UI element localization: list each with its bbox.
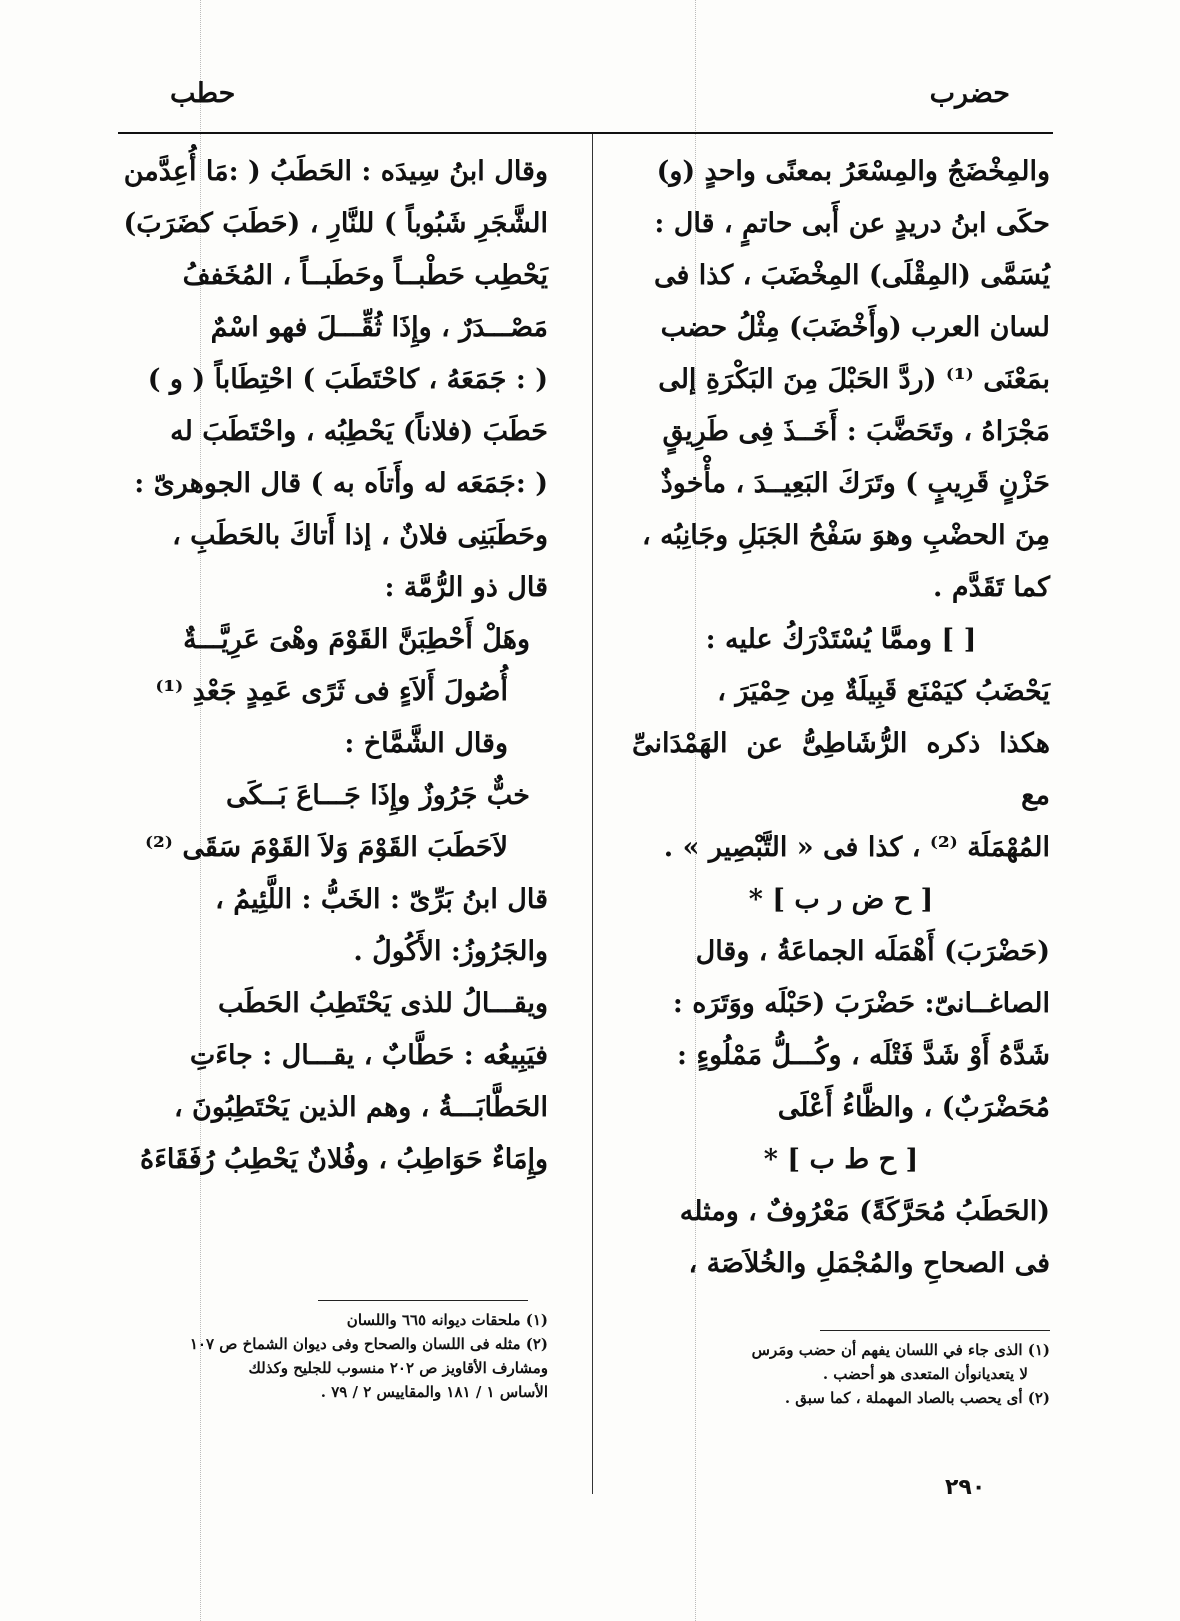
text-line: والمِخْضَجُ والمِسْعَرُ بمعنًى واحدٍ (و) [656, 156, 1050, 187]
text-line: يُسَمَّى (المِقْلَى) المِخْضَبَ ، كذا فى [653, 260, 1050, 291]
footnote: ومشارف الأقاويز ص ٢٠٢ منسوب للجليح وكذلك [248, 1359, 548, 1377]
text-line: مَجْرَاهُ ، وتَحَضَّبَ : أَخَــذَ فِى طَرِيقٍ [662, 416, 1050, 447]
text-line: شَدَّهُ أَوْ شَدَّ فَتْلَه ، وكُـــلُّ مَمْلُوءٍ : [677, 1040, 1050, 1071]
footnote: (١) الذى جاء في اللسان يفهم أن حضب ومَرس [751, 1341, 1050, 1359]
text-line: ( :جَمَعَه له وأَتاَه به ) قال الجوهرىّ : [134, 468, 548, 499]
footnote: الأساس ١ / ١٨١ والمقاييس ٢ / ٧٩ . [320, 1383, 548, 1401]
mustadrak-line: [ ] وممَّا يُسْتَدْرَكُ عليه : [705, 624, 977, 655]
verse-line: وهَلْ أَحْطِبَنَّ القَوْمَ وهْىَ عَرِيَّـــةٌ [183, 624, 530, 655]
column-separator [592, 134, 593, 1494]
footnote: (١) ملحقات ديوانه ٦٦٥ واللسان [346, 1311, 548, 1329]
text-line: يَحْطِب حَطْبــاً وحَطَبــاً ، المُخَففُ [182, 260, 548, 291]
footnote: لا يتعديانوأن المتعدى هو أحضب . [822, 1365, 1028, 1383]
text-line: فى الصحاحِ والمُجْمَلِ والخُلاَصَة ، [688, 1248, 1050, 1279]
text-line: مِنَ الحضْبِ وهوَ سَفْحُ الجَبَلِ وجَانِبُه ، [642, 520, 1050, 551]
verse-line: أُصُولَ أَلاَءٍ فى ثَرًى عَمِدٍ جَعْدِ ⁽¹⁾ [155, 676, 508, 707]
verse-line: خبٌّ جَرُوزٌ وإِذَا جَـــاعَ بَــكَى [225, 780, 530, 811]
text-line: لسان العرب (وأَخْضَبَ) مِثْلُ حضب [660, 312, 1050, 343]
text-line: حَزْنٍ قَرِيبٍ ) وتَرَكَ البَعِيــدَ ، مأْخوذٌ [660, 468, 1050, 499]
footnote: (٢) أى يحصب بالصاد المهملة ، كما سبق . [784, 1389, 1050, 1407]
text-line: وقال الشَّمَّاخ : [344, 728, 508, 759]
text-line: قال ذو الرُّمَّة : [384, 572, 548, 603]
left-column [108, 146, 548, 1186]
text-line: وإِمَاءٌ حَوَاطِبُ ، وفُلانٌ يَحْطِبُ رُفَقَاءَهُ [140, 1144, 548, 1175]
text-line: وحَطَبَنِى فلانٌ ، إذا أَتاكَ بالحَطَبِ ، [172, 520, 548, 551]
text-line: (الحَطَبُ مُحَرَّكَةً) مَعْرُوفٌ ، ومثله [679, 1196, 1050, 1227]
text-line: فيَبِيعُه : حَطَّابٌ ، يقـــال : جاءَتِ [189, 1040, 548, 1071]
text-line: ( : جَمَعَهُ ، كاحْتَطَبَ ) احْتِطَاباً ( و ) [147, 364, 548, 395]
text-line: الحَطَّابَـــةُ ، وهم الذين يَحْتَطِبُونَ ، [173, 1092, 548, 1123]
text-line: بمَعْنَى ⁽¹⁾ (ردَّ الحَبْلَ مِنَ البَكْرَةِ إلى [658, 364, 1050, 395]
text-line: (حَضْرَبَ) أَهْمَلَه الجماعَةُ ، وقال [695, 936, 1050, 967]
header-rule [118, 132, 1053, 134]
text-line: حكَى ابنُ دريدٍ عن أَبى حاتمٍ ، قال : [654, 208, 1050, 239]
page-number: ٢٩٠ [945, 1475, 986, 1500]
right-footnotes [610, 1338, 1050, 1410]
footnote-rule [820, 1330, 1050, 1331]
footnote: (٢) مثله فى اللسان والصحاح وفى ديوان الشماخ ص ١٠٧ [189, 1335, 548, 1353]
text-line: مُحَضْرَبٌ) ، والظَّاءُ أَعْلَى [777, 1092, 1050, 1123]
right-column [632, 146, 1050, 1290]
text-line: كما تَقَدَّم . [933, 572, 1050, 603]
verse-line: لاَحَطَبَ القَوْمَ وَلاَ القَوْمَ سَقَى ⁽²⁾ [145, 832, 508, 863]
entry-heading: [ ح ض ر ب ] * [748, 884, 934, 915]
text-line: الشَّجَرِ شَبُوباً ) للنَّارِ ، (حَطَبَ كضَرَبَ) [123, 208, 548, 239]
text-line: المُهْمَلَة ⁽²⁾ ، كذا فى « التَّبْصِير » . [663, 832, 1050, 863]
text-line: والجَرُوزُ: الأَكُولُ . [353, 936, 548, 967]
text-line: ويقـــالُ للذى يَحْتَطِبُ الحَطَب [217, 988, 548, 1019]
text-line: قال ابنُ بَرِّىّ : الخَبُّ : اللَّئِيمُ ، [215, 884, 548, 915]
text-line: وقال ابنُ سِيدَه : الحَطَبُ ( :مَا أُعِدَّمن [123, 156, 548, 187]
running-head-right: حضرب [929, 78, 1010, 109]
left-footnotes [108, 1308, 548, 1404]
text-line: مَصْـــدَرٌ ، وإِذَا ثُقِّـــلَ فهو اسْمٌ [210, 312, 548, 343]
text-line: هكذا ذكره الرُّشَاطِىُّ عن الهَمْدَانىِّ مع [632, 728, 1050, 811]
text-line: الصاغــانىّ: حَضْرَبَ (حَبْلَه ووَتَرَه : [672, 988, 1050, 1019]
footnote-rule [318, 1300, 528, 1301]
running-head-left: حطب [170, 78, 236, 109]
text-line: يَحْضَبُ كيَمْنَع قَبِيلَةٌ مِن حِمْيَرَ ، [717, 676, 1050, 707]
text-line: حَطَبَ (فلاناً) يَحْطِبُه ، واحْتَطَبَ له [170, 416, 548, 447]
entry-heading: [ ح ط ب ] * [763, 1144, 919, 1175]
